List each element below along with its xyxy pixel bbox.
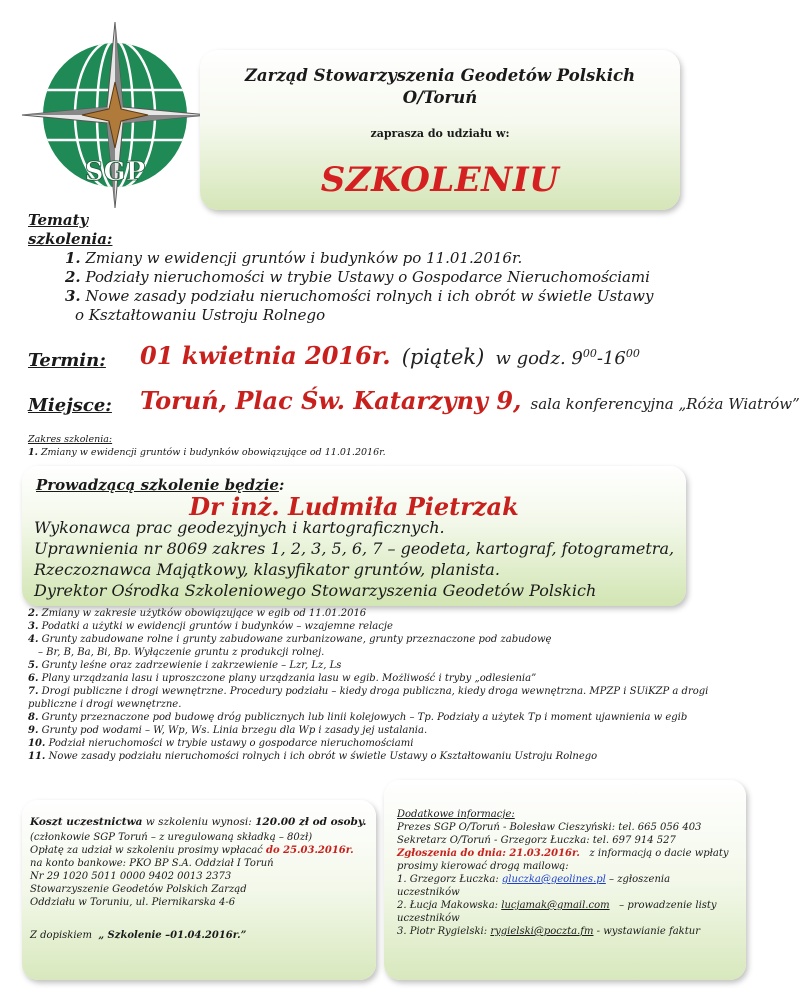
info-line: Prezes SGP O/Toruń - Bolesław Cieszyński: tel. 665 056 403 bbox=[397, 822, 702, 833]
termin-row bbox=[140, 341, 640, 370]
cost-note bbox=[30, 929, 246, 942]
org-name: Zarząd Stowarzyszenia Geodetów Polskich bbox=[244, 66, 636, 85]
agenda-text: Drogi publiczne i drogi wewnętrzne. Procedury podziału – kiedy droga publiczna, kiedy droga wewnętrzna. MPZP i SUiKZP a drogi bbox=[41, 686, 709, 697]
agenda-item bbox=[28, 672, 758, 685]
lecturer-line: Rzeczoznawca Majątkowy, klasyfikator gruntów, planista. bbox=[34, 560, 500, 579]
cost-mid: w szkoleniu wynosi: bbox=[145, 816, 252, 828]
agenda-text: Podział nieruchomości w trybie ustawy o gospodarce nieruchomościami bbox=[48, 738, 414, 749]
topic-number: 3. bbox=[65, 287, 81, 305]
termin-hours bbox=[495, 348, 639, 369]
agenda-number: 11. bbox=[28, 751, 46, 762]
agenda-number: 8. bbox=[28, 712, 39, 723]
agenda-number: 6. bbox=[28, 673, 39, 684]
agenda-text: – Br, B, Ba, Bi, Bp. Wyłączenie gruntu z produkcji rolnej. bbox=[38, 647, 325, 658]
hours-end-sup: 00 bbox=[625, 347, 640, 360]
agenda-item bbox=[28, 724, 758, 737]
contact-role: – prowadzenie listy bbox=[619, 900, 717, 911]
email-link[interactable]: gluczka@geolines.pl bbox=[501, 874, 606, 885]
page-title: SZKOLENIU bbox=[320, 160, 560, 200]
contact-name: 3. Piotr Rygielski: bbox=[397, 926, 488, 937]
agenda-number: 3. bbox=[28, 621, 39, 632]
topic-number: 1. bbox=[65, 249, 81, 267]
info-line: uczestników bbox=[397, 913, 460, 924]
info-title: Dodatkowe informacje: bbox=[397, 809, 515, 820]
cost-line: Nr 29 1020 5011 0000 9402 0013 2373 bbox=[30, 871, 232, 882]
invite-text: zaprasza do udziału w: bbox=[370, 127, 510, 140]
scope-text: Zmiany w ewidencji gruntów i budynków obowiązujące od 11.01.2016r. bbox=[40, 447, 386, 458]
cost-line: Oddziału w Toruniu, ul. Piernikarska 4-6 bbox=[30, 897, 236, 908]
topic-text: Nowe zasady podziału nieruchomości rolnych i ich obrót w świetle Ustawy bbox=[85, 287, 654, 305]
miejsce-label: Miejsce: bbox=[28, 395, 112, 416]
cost-amount: 120.00 zł od osoby. bbox=[255, 816, 367, 828]
agenda-text: Grunty leśne oraz zadrzewienie i zakrzewienie – Lzr, Lz, Ls bbox=[41, 660, 342, 671]
agenda-item bbox=[28, 685, 758, 698]
info-line: prosimy kierować drogą mailową: bbox=[397, 861, 569, 872]
logo-text: SGP bbox=[84, 157, 146, 187]
termin-label: Termin: bbox=[28, 350, 106, 371]
agenda-item bbox=[28, 607, 758, 620]
cost-line: (członkowie SGP Toruń – z uregulowaną składką – 80zł) bbox=[30, 832, 313, 843]
agenda-item bbox=[28, 750, 758, 763]
miejsce-row bbox=[140, 386, 800, 415]
agenda-text: Plany urządzania lasu i uproszczone plany urządzania lasu w egib. Możliwość i tryby „odlesienia” bbox=[41, 673, 537, 684]
contact-role: - wystawianie faktur bbox=[596, 926, 700, 937]
lecturer-line: Dyrektor Ośrodka Szkoleniowego Stowarzyszenia Geodetów Polskich bbox=[34, 581, 597, 600]
cost-line: na konto bankowe: PKO BP S.A. Oddział I Toruń bbox=[30, 858, 274, 869]
cost-payment: Opłatę za udział w szkoleniu prosimy wpłacać bbox=[30, 845, 263, 856]
agenda-text: Zmiany w zakresie użytków obowiązujące w egib od 11.01.2016 bbox=[41, 608, 367, 619]
topic-item bbox=[65, 249, 522, 268]
topics-label-line2: szkolenia: bbox=[28, 230, 113, 248]
miejsce-room: sala konferencyjna „Róża Wiatrów” bbox=[530, 395, 800, 413]
agenda-number: 9. bbox=[28, 725, 39, 736]
agenda-text: Grunty pod wodami – W, Wp, Ws. Linia brzegu dla Wp i zasady jej ustalania. bbox=[41, 725, 428, 736]
agenda-text: Podatki a użytki w ewidencji gruntów i budynków – wzajemne relacje bbox=[41, 621, 393, 632]
topics-label-line1: Tematy bbox=[28, 211, 89, 229]
agenda-number: 7. bbox=[28, 686, 39, 697]
contact-name: 1. Grzegorz Łuczka: bbox=[397, 874, 499, 885]
agenda-number: 4. bbox=[28, 634, 39, 645]
hours-start: w godz. 9 bbox=[495, 348, 583, 369]
cost-note-prefix: Z dopiskiem bbox=[30, 930, 92, 941]
lecturer-name: Dr inż. Ludmiła Pietrzak bbox=[189, 492, 519, 521]
info-line: uczestników bbox=[397, 887, 460, 898]
agenda-text: Grunty przeznaczone pod budowę dróg publicznych lub linii kolejowych – Tp. Podziały a użytek Tp i moment ujawnienia w egib bbox=[41, 712, 688, 723]
agenda-number: 5. bbox=[28, 660, 39, 671]
topic-continuation: o Kształtowaniu Ustroju Rolnego bbox=[75, 306, 326, 324]
topic-text: Zmiany w ewidencji gruntów i budynków po 11.01.2016r. bbox=[85, 249, 523, 267]
topics-label bbox=[28, 211, 112, 249]
agenda-text: publiczne i drogi wewnętrzne. bbox=[28, 699, 182, 710]
info-contact bbox=[397, 899, 717, 912]
scope-title: Zakres szkolenia: bbox=[28, 434, 113, 445]
cost-line bbox=[30, 816, 366, 829]
org-branch: O/Toruń bbox=[402, 88, 478, 107]
agenda-item bbox=[28, 711, 758, 724]
cost-line: Stowarzyszenie Geodetów Polskich Zarząd bbox=[30, 884, 247, 895]
agenda-item bbox=[28, 620, 758, 633]
scope-number: 1. bbox=[28, 447, 38, 458]
topic-text: Podziały nieruchomości w trybie Ustawy o Gospodarce Nieruchomościami bbox=[85, 268, 650, 286]
miejsce-place: Toruń, Plac Św. Katarzyny 9, bbox=[140, 386, 522, 415]
info-contact bbox=[397, 925, 700, 938]
lecturer-line: Uprawnienia nr 8069 zakres 1, 2, 3, 5, 6, 7 – geodeta, kartograf, fotogrametra, bbox=[34, 539, 675, 558]
lecturer-line: Wykonawca prac geodezyjnych i kartograficznych. bbox=[34, 518, 445, 537]
agenda-item bbox=[28, 737, 758, 750]
email-link[interactable]: rygielski@poczta.fm bbox=[490, 926, 594, 937]
agenda-item bbox=[38, 646, 768, 659]
agenda-text: Nowe zasady podziału nieruchomości rolnych i ich obrót w świetle Ustawy o Kształtowaniu Ustroju Rolnego bbox=[48, 751, 598, 762]
agenda-number: 2. bbox=[28, 608, 39, 619]
agenda-text: Grunty zabudowane rolne i grunty zabudowane zurbanizowane, grunty przeznaczone pod zabudowę bbox=[41, 634, 552, 645]
email-link[interactable]: lucjamak@gmail.com bbox=[501, 900, 610, 911]
lecturer-label-colon: : bbox=[278, 476, 285, 494]
contact-name: 2. Łucja Makowska: bbox=[397, 900, 499, 911]
sgp-logo bbox=[20, 20, 210, 210]
agenda-item bbox=[28, 659, 758, 672]
contact-role: – zgłoszenia bbox=[609, 874, 671, 885]
info-line bbox=[397, 847, 729, 860]
info-deadline-note: z informacją o dacie wpłaty bbox=[589, 848, 729, 859]
scope-summary bbox=[28, 433, 386, 459]
lecturer-label-text: Prowadzącą szkolenie będzie bbox=[36, 476, 279, 494]
termin-day: (piątek) bbox=[401, 345, 485, 369]
agenda-item bbox=[28, 698, 758, 711]
cost-note-text: „ Szkolenie –01.04.2016r.” bbox=[98, 930, 247, 941]
cost-label: Koszt uczestnictwa bbox=[30, 816, 143, 828]
agenda-number: 10. bbox=[28, 738, 46, 749]
cost-payment-date: do 25.03.2016r. bbox=[265, 845, 354, 856]
topic-number: 2. bbox=[65, 268, 81, 286]
agenda-item bbox=[28, 633, 758, 646]
info-line: Sekretarz O/Toruń - Grzegorz Łuczka: tel. 697 914 527 bbox=[397, 835, 676, 846]
topic-item bbox=[65, 268, 650, 287]
hours-start-sup: 00 bbox=[582, 347, 597, 360]
topic-item bbox=[65, 287, 653, 306]
hours-end: -16 bbox=[596, 348, 626, 369]
info-contact bbox=[397, 873, 670, 886]
info-deadline: Zgłoszenia do dnia: 21.03.2016r. bbox=[397, 848, 580, 859]
cost-line bbox=[30, 844, 354, 857]
termin-date: 01 kwietnia 2016r. bbox=[140, 341, 391, 370]
